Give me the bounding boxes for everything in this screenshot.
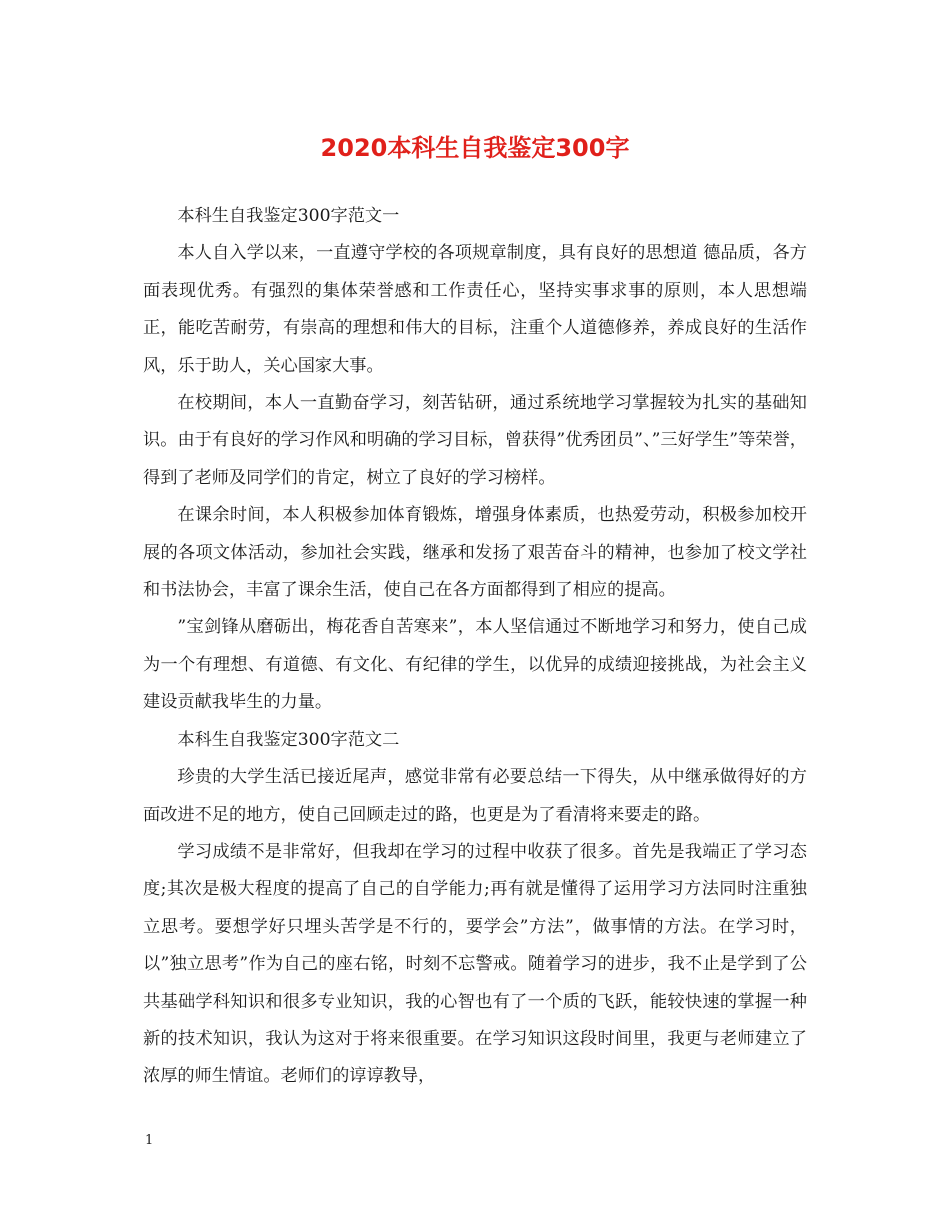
- paragraph: 本人自入学以来，一直遵守学校的各项规章制度，具有良好的思想道 德品质，各方面表现优秀。有强烈的集体荣誉感和工作责任心，坚持实事求事的原则，本人思想端正，能吃苦耐劳，有崇高的理想和伟大的目标，注重个人道德修养，养成良好的生活作风，乐于助人，关心国家大事。: [143, 243, 807, 376]
- paragraph: ”宝剑锋从磨砺出，梅花香自苦寒来”，本人坚信通过不断地学习和努力，使自己成为一个有理想、有道德、有文化、有纪律的学生，以优异的成绩迎接挑战，为社会主义建设贡献我毕生的力量。: [143, 617, 807, 713]
- page-number: 1: [145, 1133, 154, 1148]
- paragraph: 珍贵的大学生活已接近尾声，感觉非常有必要总结一下得失，从中继承做得好的方面改进不足的地方，使自己回顾走过的路，也更是为了看清将来要走的路。: [143, 767, 807, 825]
- paragraph-heading-two: 本科生自我鉴定300字范文二: [177, 729, 400, 750]
- document-title: 2020本科生自我鉴定300字: [320, 134, 630, 162]
- paragraph: 在课余时间，本人积极参加体育锻炼，增强身体素质，也热爱劳动，积极参加校开展的各项文体活动，参加社会实践，继承和发扬了艰苦奋斗的精神，也参加了校文学社和书法协会，丰富了课余生活，使自己在各方面都得到了相应的提高。: [143, 505, 807, 601]
- document-body: [143, 198, 807, 1096]
- paragraph: 学习成绩不是非常好，但我却在学习的过程中收获了很多。首先是我端正了学习态度;其次是极大程度的提高了自己的自学能力;再有就是懂得了运用学习方法同时注重独立思考。要想学好只埋头苦学是不行的，要学会”方法”，做事情的方法。在学习时，以”独立思考”作为自己的座右铭，时刻不忘警戒。随着学习的进步，我不止是学到了公共基础学科知识和很多专业知识，我的心智也有了一个质的飞跃，能较快速的掌握一种新的技术知识，我认为这对于将来很重要。在学习知识这段时间里，我更与老师建立了浓厚的师生情谊。老师们的谆谆教导，: [143, 841, 807, 1087]
- paragraph-heading-one: 本科生自我鉴定300字范文一: [177, 206, 400, 226]
- paragraph: 在校期间，本人一直勤奋学习，刻苦钻研，通过系统地学习掌握较为扎实的基础知识。由于有良好的学习作风和明确的学习目标，曾获得”优秀团员”、”三好学生”等荣誉，得到了老师及同学们的肯定，树立了良好的学习榜样。: [143, 393, 807, 488]
